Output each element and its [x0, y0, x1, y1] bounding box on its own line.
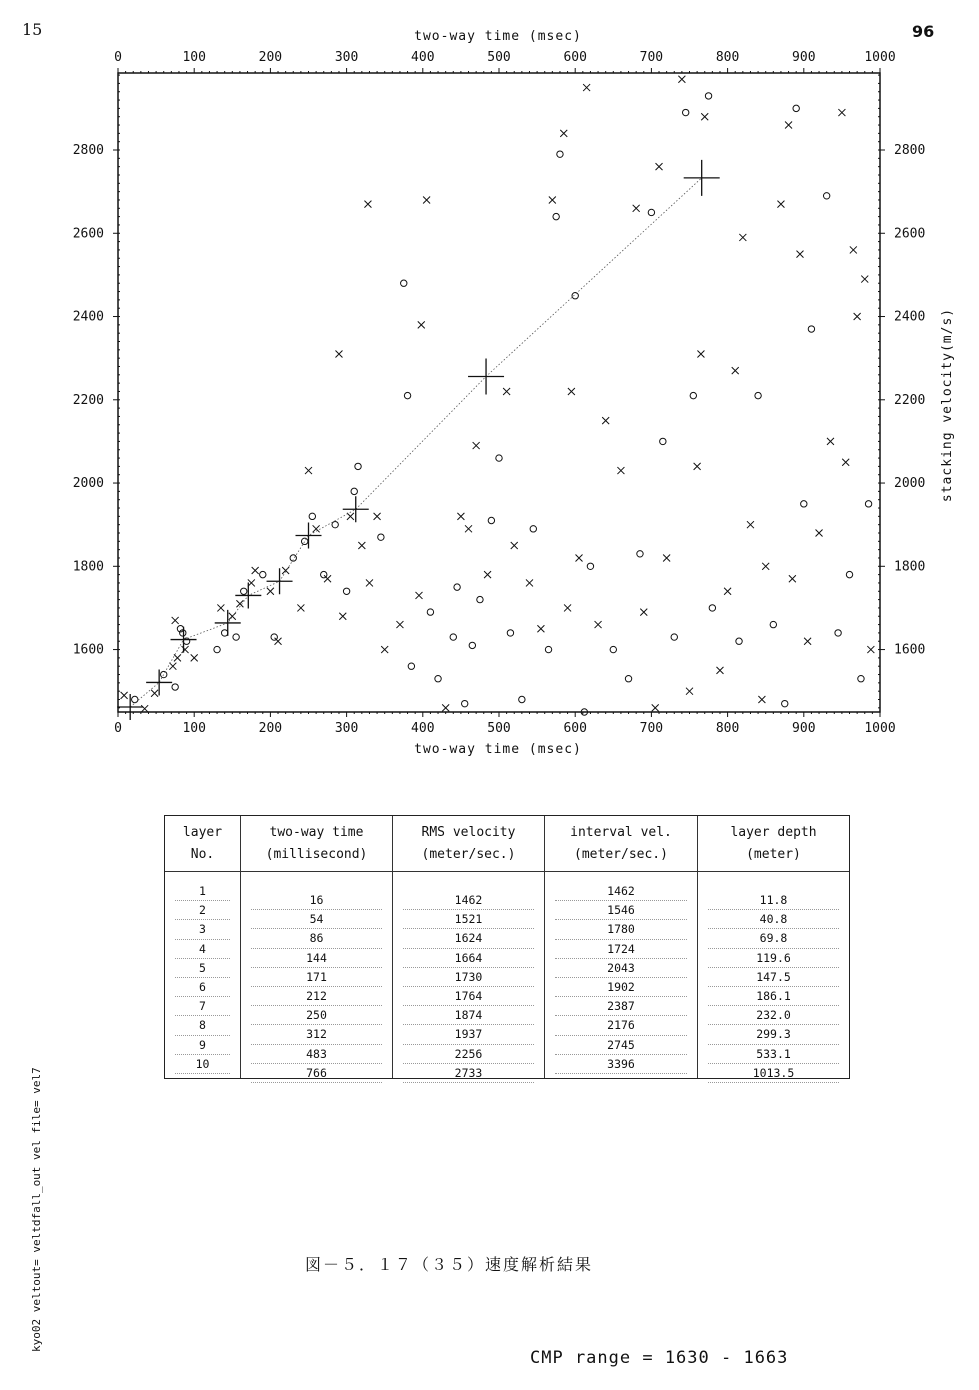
semblance-point-circle — [477, 596, 483, 602]
x-tick-label: 300 — [334, 721, 359, 736]
x-tick-label-top: 600 — [563, 50, 587, 65]
side-note: kyo02 veltout= veltdfall_out vel file= vel7 — [30, 1067, 43, 1352]
semblance-point-circle — [755, 392, 761, 398]
semblance-point-cross — [576, 554, 583, 561]
x-tick-label: 0 — [114, 721, 122, 736]
velocity-pick — [171, 627, 197, 653]
y-tick-label: 2000 — [72, 476, 104, 492]
table-cell: 16 — [251, 891, 382, 910]
table-cell: 232.0 — [708, 1006, 839, 1025]
semblance-point-cross — [267, 588, 274, 595]
table-cell: 40.8 — [708, 910, 839, 929]
semblance-point-cross — [526, 579, 533, 586]
semblance-point-cross — [305, 467, 312, 474]
velocity-picks — [117, 160, 720, 720]
semblance-point-circle — [770, 621, 776, 627]
semblance-point-cross — [282, 567, 289, 574]
table-cell: 186.1 — [708, 987, 839, 1006]
semblance-point-cross — [861, 276, 868, 283]
table-cell: 8 — [175, 1016, 230, 1035]
semblance-point-circle — [808, 326, 814, 332]
semblance-point-circle — [705, 93, 711, 99]
header-line-1: layer depth — [730, 825, 817, 840]
semblance-point-circle — [221, 630, 227, 636]
semblance-point-circle — [427, 609, 433, 615]
semblance-point-circle — [172, 684, 178, 690]
semblance-point-cross — [652, 704, 659, 711]
table-cell: 7 — [175, 997, 230, 1016]
table-cell: 69.8 — [708, 929, 839, 948]
semblance-point-circle — [132, 696, 138, 702]
table-cell: 212 — [251, 987, 382, 1006]
table-cell: 533.1 — [708, 1045, 839, 1064]
semblance-point-cross — [324, 575, 331, 582]
x-tick-label-top: 700 — [639, 50, 664, 65]
semblance-point-circle — [801, 501, 807, 507]
table-cell: 2 — [175, 901, 230, 920]
semblance-point-circle — [332, 521, 338, 527]
table-column-depth — [698, 816, 849, 1078]
semblance-point-cross — [867, 646, 874, 653]
semblance-point-circle — [301, 538, 307, 544]
semblance-point-cross — [297, 604, 304, 611]
semblance-point-circle — [793, 105, 799, 111]
semblance-point-circle — [835, 630, 841, 636]
semblance-point-cross — [758, 696, 765, 703]
table-column-rms — [393, 816, 545, 1078]
semblance-point-cross — [473, 442, 480, 449]
table-cell: 1724 — [555, 940, 687, 959]
semblance-point-cross — [121, 692, 128, 699]
header-line-1: layer — [182, 825, 223, 840]
table-cell: 144 — [251, 949, 382, 968]
table-cell: 1664 — [403, 949, 534, 968]
semblance-point-cross — [789, 575, 796, 582]
table-column-time — [241, 816, 393, 1078]
semblance-point-circle — [469, 642, 475, 648]
table-cell: 2733 — [403, 1064, 534, 1083]
page-number-left: 15 — [22, 20, 43, 39]
x-tick-label-top: 100 — [182, 50, 206, 65]
semblance-point-cross — [827, 438, 834, 445]
semblance-point-cross — [739, 234, 746, 241]
semblance-point-circle — [241, 588, 247, 594]
x-tick-label-top: 0 — [114, 50, 122, 65]
y-tick-label: 2600 — [72, 226, 104, 242]
semblance-point-cross — [169, 663, 176, 670]
semblance-point-circle — [846, 571, 852, 577]
table-cell: 1462 — [555, 882, 687, 901]
velocity-pick — [296, 522, 322, 548]
semblance-point-cross — [697, 350, 704, 357]
table-cell: 3396 — [555, 1055, 687, 1074]
semblance-point-cross — [511, 542, 518, 549]
semblance-point-cross — [663, 554, 670, 561]
x-axis-title-top: two-way time (msec) — [414, 29, 582, 44]
semblance-point-cross — [442, 704, 449, 711]
semblance-point-cross — [838, 109, 845, 116]
semblance-point-circle — [865, 501, 871, 507]
semblance-point-circle — [572, 293, 578, 299]
table-cell: 147.5 — [708, 968, 839, 987]
table-cell: 171 — [251, 968, 382, 987]
x-tick-label-top: 400 — [411, 50, 435, 65]
semblance-point-circle — [557, 151, 563, 157]
table-cell: 54 — [251, 910, 382, 929]
semblance-point-circle — [161, 671, 167, 677]
x-tick-label: 700 — [639, 721, 664, 736]
semblance-point-cross — [465, 525, 472, 532]
y-tick-label-right: 2400 — [894, 309, 926, 325]
semblance-point-cross — [374, 513, 381, 520]
table-cell: 1546 — [555, 901, 687, 920]
header-line-2: (meter) — [746, 847, 801, 862]
semblance-point-circle — [530, 526, 536, 532]
semblance-point-cross — [716, 667, 723, 674]
semblance-point-circle — [736, 638, 742, 644]
header-line-1: two-way time — [269, 825, 364, 840]
x-tick-label: 900 — [792, 721, 816, 736]
semblance-point-cross — [854, 313, 861, 320]
table-cell: 1 — [175, 882, 230, 901]
semblance-point-cross — [182, 646, 189, 653]
semblance-point-cross — [457, 513, 464, 520]
x-tick-label-top: 500 — [487, 50, 511, 65]
semblance-point-cross — [633, 205, 640, 212]
semblance-point-cross — [549, 196, 556, 203]
table-cell: 4 — [175, 940, 230, 959]
semblance-point-cross — [141, 705, 148, 712]
semblance-point-cross — [381, 646, 388, 653]
semblance-point-circle — [260, 571, 266, 577]
semblance-point-circle — [648, 209, 654, 215]
semblance-point-circle — [545, 646, 551, 652]
semblance-point-cross — [804, 638, 811, 645]
header-line-2: (millisecond) — [265, 847, 368, 862]
semblance-point-circle — [343, 588, 349, 594]
y-tick-label-right: 2800 — [894, 143, 926, 159]
x-tick-label: 600 — [563, 721, 587, 736]
y-axis-title-right: stacking velocity(m/s) — [940, 307, 955, 503]
semblance-point-cross — [732, 367, 739, 374]
table-cell: 3 — [175, 920, 230, 939]
semblance-point-cross — [560, 130, 567, 137]
semblance-point-circle — [587, 563, 593, 569]
semblance-point-circle — [823, 193, 829, 199]
semblance-point-circle — [309, 513, 315, 519]
table-cell: 312 — [251, 1025, 382, 1044]
semblance-points — [121, 76, 875, 715]
table-cell: 9 — [175, 1036, 230, 1055]
x-tick-label-top: 1000 — [864, 50, 896, 65]
semblance-point-circle — [355, 463, 361, 469]
semblance-point-circle — [454, 584, 460, 590]
semblance-point-cross — [568, 388, 575, 395]
semblance-point-cross — [724, 588, 731, 595]
semblance-point-cross — [747, 521, 754, 528]
x-tick-label-top: 800 — [715, 50, 740, 65]
semblance-point-cross — [275, 638, 282, 645]
velocity-pick — [215, 610, 241, 636]
semblance-point-cross — [701, 113, 708, 120]
pick-trend-line — [130, 178, 702, 707]
table-cell: 10 — [175, 1055, 230, 1074]
semblance-point-cross — [842, 459, 849, 466]
semblance-point-circle — [507, 630, 513, 636]
table-cell: 1013.5 — [708, 1064, 839, 1083]
semblance-point-cross — [174, 654, 181, 661]
semblance-point-cross — [364, 201, 371, 208]
table-cell: 1764 — [403, 987, 534, 1006]
y-tick-label-right: 2200 — [894, 392, 926, 408]
table-cell: 2745 — [555, 1036, 687, 1055]
table-column-interval — [545, 816, 698, 1078]
x-tick-label: 800 — [715, 721, 740, 736]
header-line-1: RMS velocity — [421, 825, 516, 840]
x-axis-title-bottom: two-way time (msec) — [414, 742, 582, 757]
semblance-point-circle — [488, 517, 494, 523]
table-cell: 1874 — [403, 1006, 534, 1025]
table-cell: 2256 — [403, 1045, 534, 1064]
semblance-point-cross — [796, 251, 803, 258]
table-cell: 119.6 — [708, 949, 839, 968]
semblance-point-circle — [610, 646, 616, 652]
table-cell: 766 — [251, 1064, 382, 1083]
table-cell: 1780 — [555, 920, 687, 939]
header-line-1: interval vel. — [570, 825, 672, 840]
page-number-right: 96 — [912, 22, 935, 41]
y-tick-label: 2200 — [72, 392, 104, 408]
table-cell: 11.8 — [708, 891, 839, 910]
semblance-point-cross — [785, 122, 792, 129]
semblance-point-circle — [553, 213, 559, 219]
y-tick-label-right: 2600 — [894, 226, 926, 242]
semblance-point-circle — [214, 646, 220, 652]
semblance-point-cross — [686, 688, 693, 695]
table-cell: 2176 — [555, 1016, 687, 1035]
table-cell: 1521 — [403, 910, 534, 929]
semblance-point-cross — [762, 563, 769, 570]
velocity-pick — [267, 568, 293, 594]
semblance-point-circle — [660, 438, 666, 444]
semblance-point-cross — [816, 529, 823, 536]
semblance-point-cross — [366, 579, 373, 586]
semblance-point-cross — [694, 463, 701, 470]
semblance-point-circle — [408, 663, 414, 669]
semblance-point-cross — [217, 604, 224, 611]
semblance-point-cross — [418, 321, 425, 328]
semblance-point-cross — [191, 654, 198, 661]
table-cell: 1937 — [403, 1025, 534, 1044]
table-cell: 2043 — [555, 959, 687, 978]
semblance-point-cross — [151, 690, 158, 697]
x-tick-label-top: 900 — [792, 50, 816, 65]
semblance-point-circle — [404, 392, 410, 398]
semblance-point-circle — [435, 675, 441, 681]
semblance-point-cross — [564, 604, 571, 611]
semblance-point-cross — [656, 163, 663, 170]
semblance-point-circle — [682, 109, 688, 115]
y-tick-label-right: 1800 — [894, 559, 926, 575]
semblance-point-cross — [415, 592, 422, 599]
semblance-point-cross — [358, 542, 365, 549]
header-line-2: (meter/sec.) — [421, 847, 516, 862]
semblance-point-cross — [503, 388, 510, 395]
velocity-table — [164, 815, 850, 1079]
semblance-point-cross — [678, 76, 685, 83]
semblance-point-cross — [335, 350, 342, 357]
table-cell: 5 — [175, 959, 230, 978]
semblance-point-cross — [602, 417, 609, 424]
y-tick-label: 2800 — [72, 143, 104, 159]
semblance-point-cross — [617, 467, 624, 474]
semblance-point-cross — [850, 246, 857, 253]
table-cell: 86 — [251, 929, 382, 948]
semblance-point-circle — [233, 634, 239, 640]
semblance-point-cross — [172, 617, 179, 624]
y-tick-label: 1600 — [72, 642, 104, 658]
semblance-point-circle — [858, 675, 864, 681]
table-cell: 2387 — [555, 997, 687, 1016]
semblance-point-circle — [625, 675, 631, 681]
table-cell: 299.3 — [708, 1025, 839, 1044]
y-tick-label-right: 1600 — [894, 642, 926, 658]
x-tick-label: 200 — [258, 721, 283, 736]
table-cell: 1902 — [555, 978, 687, 997]
semblance-point-circle — [637, 551, 643, 557]
semblance-point-cross — [423, 196, 430, 203]
semblance-point-cross — [537, 625, 544, 632]
semblance-point-circle — [351, 488, 357, 494]
x-tick-label-top: 300 — [334, 50, 359, 65]
table-cell: 483 — [251, 1045, 382, 1064]
semblance-point-circle — [690, 392, 696, 398]
table-cell: 1462 — [403, 891, 534, 910]
figure-caption: 図－５．１７（３５）速度解析結果 — [305, 1255, 594, 1274]
semblance-point-cross — [229, 613, 236, 620]
semblance-point-cross — [484, 571, 491, 578]
semblance-point-circle — [496, 455, 502, 461]
x-tick-label: 400 — [411, 721, 435, 736]
semblance-point-circle — [519, 696, 525, 702]
semblance-point-cross — [640, 609, 647, 616]
table-column-layer — [165, 816, 241, 1078]
table-cell: 1730 — [403, 968, 534, 987]
semblance-point-cross — [595, 621, 602, 628]
semblance-point-cross — [396, 621, 403, 628]
velocity-pick — [343, 496, 369, 522]
y-tick-label-right: 2000 — [894, 476, 926, 492]
table-cell: 6 — [175, 978, 230, 997]
y-tick-label: 2400 — [72, 309, 104, 325]
semblance-point-cross — [339, 613, 346, 620]
y-tick-label: 1800 — [72, 559, 104, 575]
velocity-pick — [146, 669, 172, 695]
semblance-point-circle — [782, 700, 788, 706]
semblance-point-circle — [378, 534, 384, 540]
semblance-point-circle — [450, 634, 456, 640]
velocity-pick — [684, 160, 720, 196]
table-cell: 1624 — [403, 929, 534, 948]
semblance-point-circle — [462, 700, 468, 706]
x-tick-label: 500 — [487, 721, 511, 736]
semblance-point-cross — [583, 84, 590, 91]
semblance-point-cross — [252, 567, 259, 574]
x-tick-label: 100 — [182, 721, 206, 736]
x-tick-label: 1000 — [864, 721, 896, 736]
table-cell: 250 — [251, 1006, 382, 1025]
semblance-point-cross — [777, 201, 784, 208]
semblance-point-circle — [401, 280, 407, 286]
header-line-2: (meter/sec.) — [574, 847, 668, 862]
cmp-range: CMP range = 1630 - 1663 — [530, 1348, 789, 1368]
header-line-2: No. — [190, 847, 215, 862]
x-tick-label-top: 200 — [258, 50, 283, 65]
semblance-point-circle — [671, 634, 677, 640]
semblance-point-circle — [709, 605, 715, 611]
